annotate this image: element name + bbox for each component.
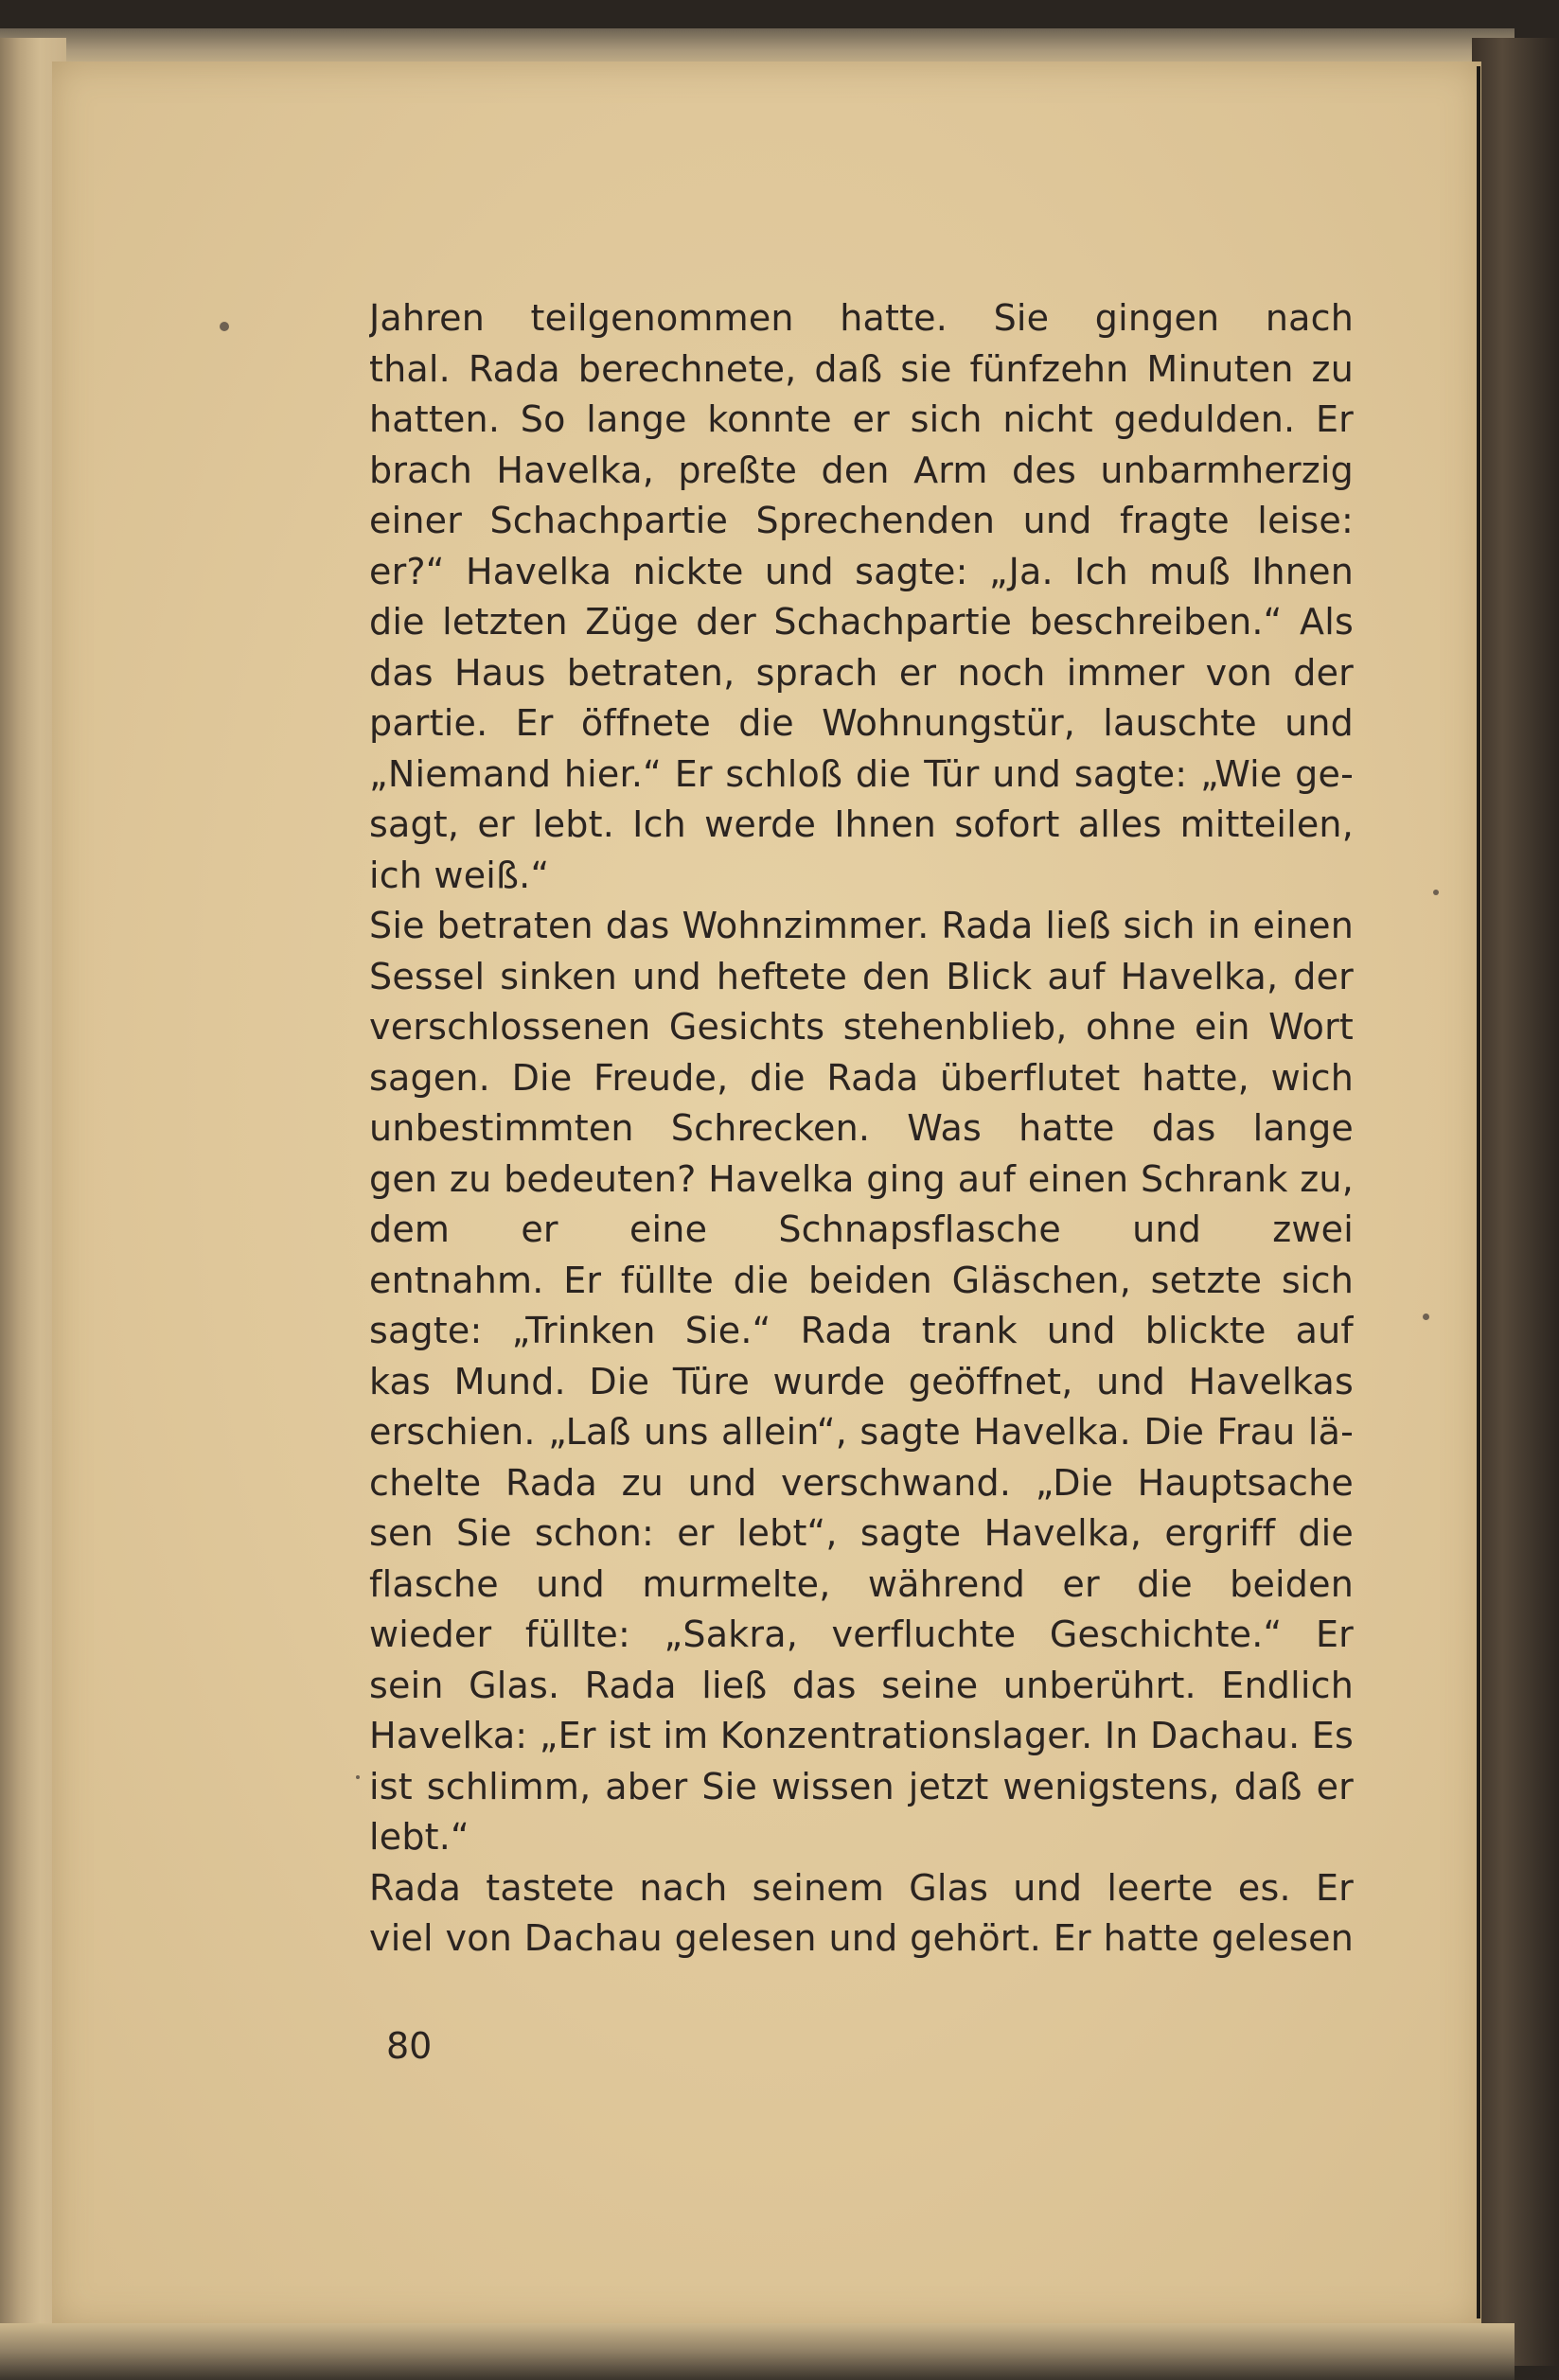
text-line: kas Mund. Die Türe wurde geöffnet, und Havelkas <box>369 1360 1354 1402</box>
text-line: Rada tastete nach seinem Glas und leerte es. Er <box>369 1866 1354 1909</box>
body-text <box>369 293 1354 1965</box>
text-line: erschien. „Laß uns allein“, sagte Havelka. Die Frau lä- <box>369 1411 1354 1453</box>
text-line: sagte: „Trinken Sie.“ Rada trank und blickte auf <box>369 1310 1354 1351</box>
text-line: verschlossenen Gesichts stehenblieb, ohne ein Wort <box>369 1006 1354 1048</box>
book-gutter <box>1472 38 1559 2366</box>
text-line: flasche und murmelte, während er die beiden <box>369 1562 1354 1605</box>
book-edge-bottom <box>0 2323 1515 2380</box>
text-line: brach Havelka, preßte den Arm des unbarmherzig <box>369 449 1354 491</box>
text-line: partie. Er öffnete die Wohnungstür, lauschte und <box>369 702 1354 744</box>
text-line: gen zu bedeuten? Havelka ging auf einen Schrank zu, <box>369 1157 1354 1200</box>
paper-speck <box>220 322 229 331</box>
text-line: sein Glas. Rada ließ das seine unberührt. Endlich <box>369 1664 1354 1706</box>
text-line: ich weiß.“ <box>369 854 550 896</box>
text-line: unbestimmten Schrecken. Was hatte das lange <box>369 1107 1354 1149</box>
text-line: entnahm. Er füllte die beiden Gläschen, setzte sich <box>369 1259 1354 1301</box>
text-line: chelte Rada zu und verschwand. „Die Hauptsache <box>369 1461 1354 1504</box>
text-line: dem er eine Schnapsflasche und zwei <box>369 1208 1354 1250</box>
paper-speck <box>1433 890 1439 895</box>
text-line: Jahren teilgenommen hatte. Sie gingen nach <box>369 297 1354 339</box>
text-line: viel von Dachau gelesen und gehört. Er hatte gelesen <box>369 1917 1354 1959</box>
gutter-line <box>1477 66 1480 2318</box>
text-line: wieder füllte: „Sakra, verfluchte Geschichte.“ Er <box>369 1613 1354 1655</box>
paper-speck <box>1423 1313 1429 1320</box>
text-line: das Haus betraten, sprach er noch immer von der <box>369 651 1354 694</box>
text-line: Sessel sinken und heftete den Blick auf Havelka, der <box>369 955 1354 997</box>
paper-speck <box>356 1775 360 1779</box>
text-line: sagt, er lebt. Ich werde Ihnen sofort alles mitteilen, <box>369 803 1354 845</box>
text-line: sen Sie schon: er lebt“, sagte Havelka, ergriff die <box>369 1512 1354 1554</box>
text-line: lebt.“ <box>369 1816 469 1858</box>
text-line: er?“ Havelka nickte und sagte: „Ja. Ich muß Ihnen <box>369 550 1354 592</box>
page-number: 80 <box>386 2025 433 2067</box>
text-line: Havelka: „Er ist im Konzentrationslager. In Dachau. Es <box>369 1715 1354 1756</box>
text-line: Sie betraten das Wohnzimmer. Rada ließ sich in einen <box>369 905 1354 946</box>
text-line: sagen. Die Freude, die Rada überflutet hatte, wich <box>369 1056 1354 1099</box>
text-line: einer Schachpartie Sprechenden und fragte leise: <box>369 500 1354 541</box>
text-line: hatten. So lange konnte er sich nicht gedulden. Er <box>369 398 1354 440</box>
text-line: „Niemand hier.“ Er schloß die Tür und sagte: „Wie ge- <box>369 752 1354 795</box>
text-line: die letzten Züge der Schachpartie beschreiben.“ Als <box>369 601 1354 643</box>
text-line: ist schlimm, aber Sie wissen jetzt wenigstens, daß er <box>369 1765 1354 1807</box>
text-line: thal. Rada berechnete, daß sie fünfzehn Minuten zu <box>369 347 1354 390</box>
